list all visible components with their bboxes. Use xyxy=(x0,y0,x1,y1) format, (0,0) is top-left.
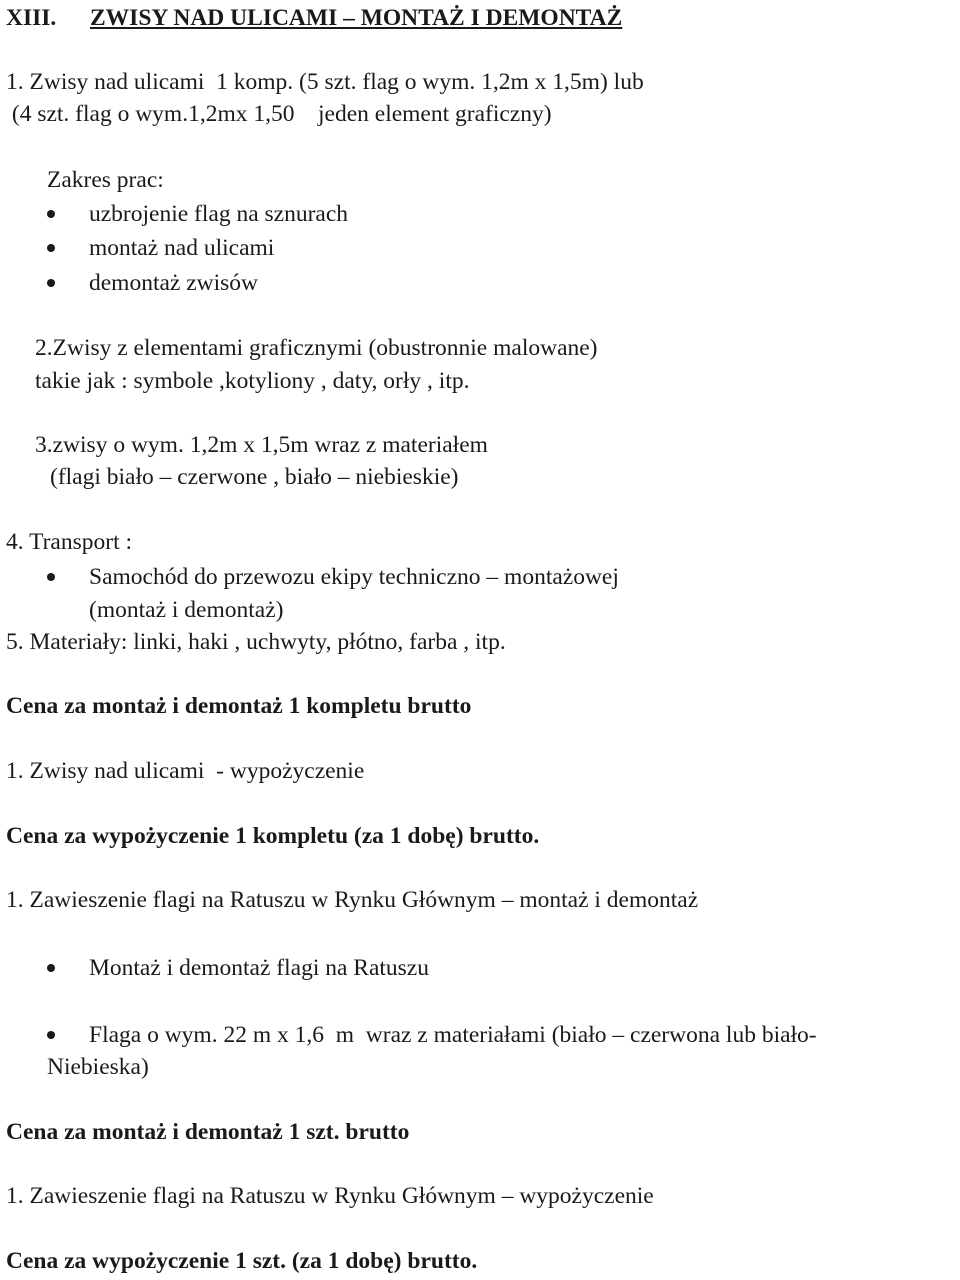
townhall-bullet-1: Montaż i demontaż flagi na Ratuszu xyxy=(89,955,429,981)
price-heading-2: Cena za wypożyczenie 1 kompletu (za 1 dobę) brutto. xyxy=(6,823,540,849)
scope-item-3: demontaż zwisów xyxy=(89,270,259,296)
item-2-line-1: 2.Zwisy z elementami graficznymi (obustronnie malowane) xyxy=(35,335,598,361)
price-heading-1: Cena za montaż i demontaż 1 kompletu brutto xyxy=(6,693,472,719)
bullet-icon xyxy=(47,573,55,581)
scope-heading: Zakres prac: xyxy=(47,167,164,193)
scope-item-2: montaż nad ulicami xyxy=(89,235,275,261)
townhall-bullet-2-line-1: Flaga o wym. 22 m x 1,6 m wraz z materiałami (biało – czerwona lub biało- xyxy=(89,1022,817,1048)
rental-item: 1. Zwisy nad ulicami - wypożyczenie xyxy=(6,758,365,784)
price-heading-3: Cena za montaż i demontaż 1 szt. brutto xyxy=(6,1119,410,1145)
townhall-rental-item: 1. Zawieszenie flagi na Ratuszu w Rynku Głównym – wypożyczenie xyxy=(6,1183,654,1209)
item-5-line: 5. Materiały: linki, haki , uchwyty, płótno, farba , itp. xyxy=(6,629,506,655)
item-1-line-1: 1. Zwisy nad ulicami 1 komp. (5 szt. flag o wym. 1,2m x 1,5m) lub xyxy=(6,69,644,95)
bullet-icon xyxy=(47,244,55,252)
price-heading-4: Cena za wypożyczenie 1 szt. (za 1 dobę) brutto. xyxy=(6,1248,478,1274)
bullet-icon xyxy=(47,964,55,972)
section-number: XIII. xyxy=(6,5,57,31)
scope-item-1: uzbrojenie flag na sznurach xyxy=(89,201,349,227)
transport-item-line-2: (montaż i demontaż) xyxy=(89,597,284,623)
townhall-flag-item: 1. Zawieszenie flagi na Ratuszu w Rynku Głównym – montaż i demontaż xyxy=(6,887,699,913)
item-3-line-1: 3.zwisy o wym. 1,2m x 1,5m wraz z materiałem xyxy=(35,432,488,458)
bullet-icon xyxy=(47,1031,55,1039)
item-1-line-2: (4 szt. flag o wym.1,2mx 1,50 jeden element graficzny) xyxy=(6,101,552,127)
item-2-line-2: takie jak : symbole ,kotyliony , daty, orły , itp. xyxy=(35,368,470,394)
transport-item-line-1: Samochód do przewozu ekipy techniczno – montażowej xyxy=(89,564,619,590)
townhall-bullet-2-line-2: Niebieska) xyxy=(47,1054,149,1080)
bullet-icon xyxy=(47,210,55,218)
item-4-heading: 4. Transport : xyxy=(6,529,133,555)
section-title: ZWISY NAD ULICAMI – MONTAŻ I DEMONTAŻ xyxy=(90,5,623,31)
item-3-line-2: (flagi biało – czerwone , biało – niebieskie) xyxy=(50,464,459,490)
bullet-icon xyxy=(47,279,55,287)
